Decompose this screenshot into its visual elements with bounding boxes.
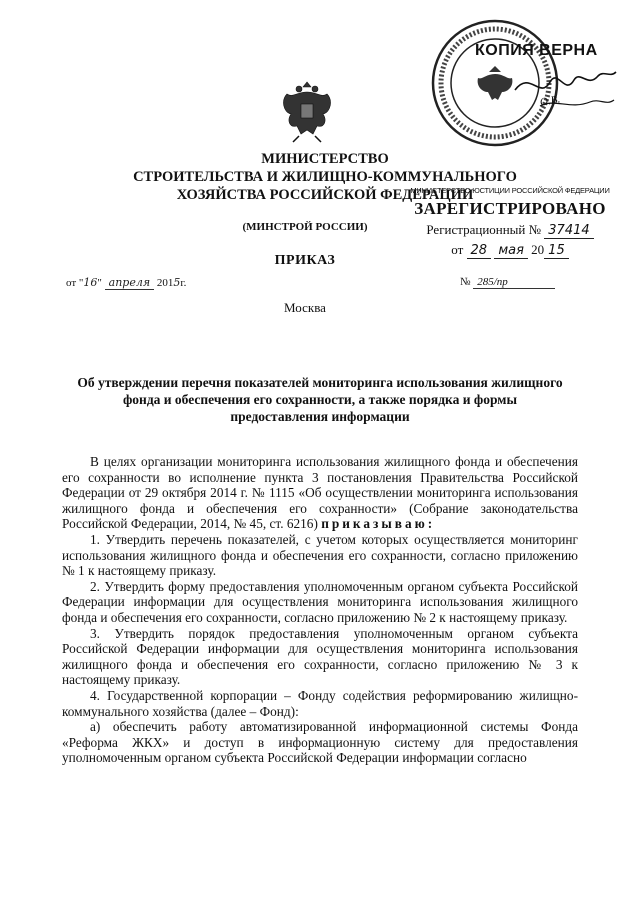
registration-block <box>410 186 610 259</box>
order-number-value: 285/пр <box>473 276 555 289</box>
document-title-line-3: предоставления информации <box>230 409 410 424</box>
order-date <box>66 276 186 290</box>
order-date-year-hand: 5 <box>173 276 181 289</box>
command-word: приказываю: <box>321 516 436 532</box>
registration-date-row <box>410 242 610 259</box>
document-title-line-1: Об утверждении перечня показателей мониторинга использования жилищного <box>77 375 563 390</box>
registration-date-day: 28 <box>467 243 492 259</box>
registration-date-year: 20 <box>531 242 545 257</box>
order-date-mid: " <box>97 277 102 289</box>
copy-certified-label: КОПИЯ ВЕРНА <box>475 42 598 59</box>
registration-number-row <box>410 222 610 239</box>
paragraph-1: 1. Утвердить перечень показателей, с учетом которых осуществляется мониторинг использования жилищного фонда и обеспечения его сохранности, согласно приложению № 1 к настоящему приказу. <box>62 531 578 579</box>
order-title: ПРИКАЗ <box>274 253 336 268</box>
paragraph-3: 3. Утвердить порядок предоставления уполномоченным органом субъекта Российской Федерации информации для осуществления мониторинга использования жилищного фонда и обеспечения его сохранности, согласно приложению № 3 к настоящему приказу. <box>62 625 578 688</box>
registration-ministry: МИНИСТЕРСТВО ЮСТИЦИИ РОССИЙСКОЙ ФЕДЕРАЦИИ <box>410 186 610 195</box>
order-date-year: 201 <box>156 277 174 289</box>
ministry-line-1: МИНИСТЕРСТВО <box>261 151 389 167</box>
order-date-month: апреля <box>105 276 154 290</box>
paragraph-4: 4. Государственной корпорации – Фонду содействия реформированию жилищно-коммунального хозяйства (далее – Фонд): <box>62 687 578 719</box>
document-body <box>62 454 578 766</box>
coat-of-arms-emblem <box>277 76 337 146</box>
ministry-line-2: СТРОИТЕЛЬСТВА И ЖИЛИЩНО-КОММУНАЛЬНОГО <box>133 169 517 185</box>
document-title-line-2: фонда и обеспечения его сохранности, а также порядка и формы <box>122 392 518 407</box>
registration-date-year-hand: 15 <box>544 243 569 259</box>
paragraph-2: 2. Утвердить форму предоставления уполномоченным органом субъекта Российской Федерации информации для осуществления мониторинга использования жилищного фонда и обеспечения его сохранности, согласно приложению № 2 к настоящему приказу. <box>62 578 578 625</box>
paragraph-4a: а) обеспечить работу автоматизированной информационной системы Фонда «Реформа ЖКХ» и доступ в информационную систему для предоставления уполномоченным органом субъекта Российской Федерации информации согласно <box>62 719 578 766</box>
registration-number-label: Регистрационный № <box>426 222 542 237</box>
registration-date-prefix: от <box>451 242 464 257</box>
registration-number-value: 37414 <box>544 223 593 239</box>
preamble-text: В целях организации мониторинга использования жилищного фонда и обеспечения его сохранности во исполнение пункта 3 постановления Правительства Российской Федерации от 29 октября 2014 г. № 1115 «Об осуществлении мониторинга использования жилищного фонда и обеспечения его сохранности» (Собрание законодательства Российской Федерации, 2014, № 45, ст. 6216) <box>62 454 578 532</box>
order-date-suffix: г. <box>180 277 187 289</box>
ministry-short-name: (МИНСТРОЙ РОССИИ) <box>242 221 368 233</box>
city: Москва <box>284 300 326 315</box>
handwritten-signature <box>510 60 620 120</box>
order-date-prefix: от " <box>66 277 84 289</box>
registration-title: ЗАРЕГИСТРИРОВАНО <box>414 199 606 218</box>
order-number <box>460 276 555 289</box>
signer-initials: О.В. <box>539 93 562 109</box>
ministry-line-3: ХОЗЯЙСТВА РОССИЙСКОЙ ФЕДЕРАЦИИ <box>176 187 474 203</box>
paragraph-preamble <box>62 454 578 532</box>
order-date-day: 16 <box>83 276 98 289</box>
order-number-prefix: № <box>460 276 471 288</box>
registration-date-month: мая <box>494 243 528 259</box>
document-title <box>60 374 580 425</box>
